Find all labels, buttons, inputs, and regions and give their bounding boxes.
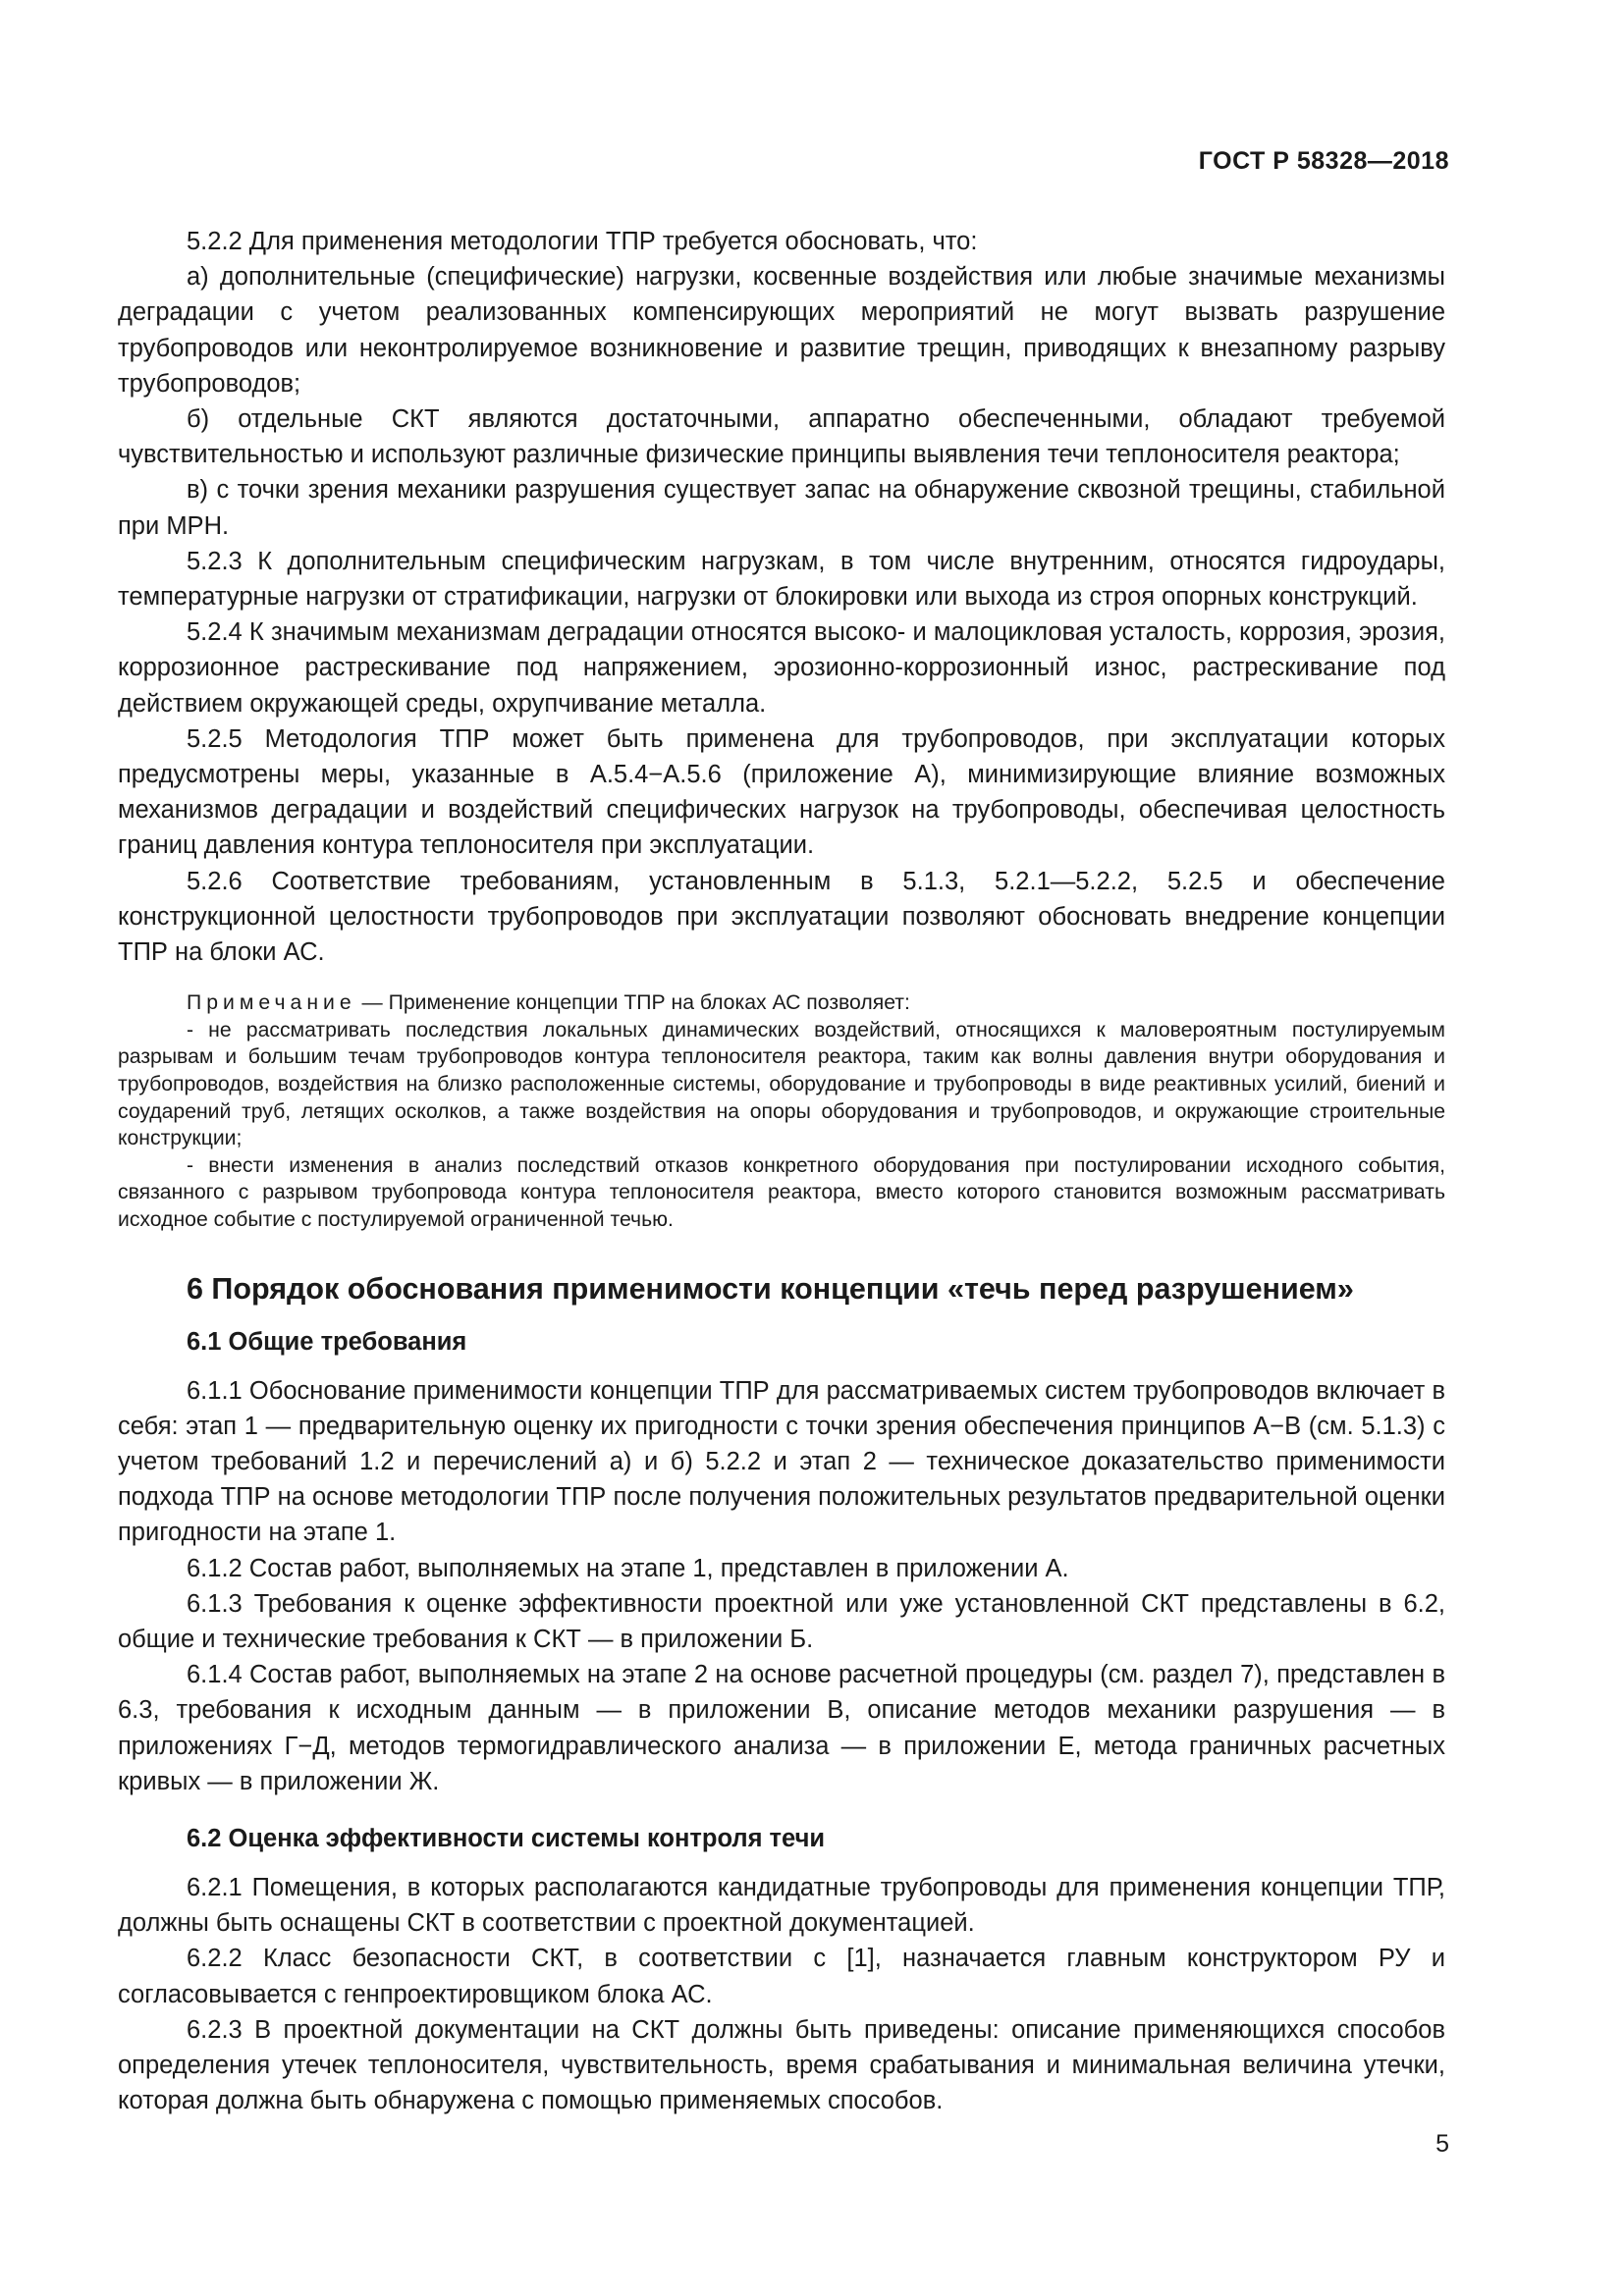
subsection-6-1-title: 6.1 Общие требования (187, 1327, 467, 1356)
note-item: - не рассматривать последствия локальных динамических воздействий, относящихся к маловероятным постулируемым разрывам и большим течам трубопроводов контура теплоносителя реактора, таким как волны давления внутри оборудования и трубопроводов, воздействия на близко расположенные системы, оборудование и трубопроводы в виде реактивных усилий, биений и соударений труб, летящих осколков, а также воздействия на опоры оборудования и трубопроводов, и окружающие строительные конструкции; (118, 1018, 1445, 1150)
note-intro-text: — Применение концепции ТПР на блоках АС позволяет: (355, 991, 910, 1015)
paragraph: б) отдельные СКТ являются достаточными, аппаратно обеспеченными, обладают требуемой чувствительностью и используют различные физические принципы выявления течи теплоносителя реактора; (118, 405, 1445, 469)
section-6-title: 6 Порядок обоснования применимости концепции «течь перед разрушением» (187, 1271, 1354, 1306)
paragraph: 5.2.4 К значимым механизмам деградации относятся высоко- и малоцикловая усталость, коррозия, эрозия, коррозионное растрескивание под напряжением, эрозионно-коррозионный износ, растрескивание под действием окружающей среды, охрупчивание металла. (118, 618, 1445, 718)
paragraph: 6.2.3 В проектной документации на СКТ должны быть приведены: описание применяющихся способов определения утечек теплоносителя, чувствительность, время срабатывания и минимальная величина утечки, которая должна быть обнаружена с помощью применяемых способов. (118, 2015, 1445, 2115)
document-header-code: ГОСТ Р 58328—2018 (1198, 147, 1449, 175)
page-number: 5 (1435, 2130, 1449, 2158)
note-item: - внести изменения в анализ последствий отказов конкретного оборудования при постулировании исходного события, связанного с разрывом трубопровода контура теплоносителя реактора, вместо которого становится возможным рассматривать исходное событие с постулируемой ограниченной течью. (118, 1153, 1445, 1232)
paragraph: 6.1.3 Требования к оценке эффективности проектной или уже установленной СКТ представлены в 6.2, общие и технические требования к СКТ — в приложении Б. (118, 1589, 1445, 1654)
note-label: Примечание (187, 991, 356, 1015)
paragraph: 5.2.3 К дополнительным специфическим нагрузкам, в том числе внутренним, относятся гидроудары, температурные нагрузки от стратификации, нагрузки от блокировки или выхода из строя опорных конструкций. (118, 547, 1445, 612)
paragraph: 6.1.1 Обоснование применимости концепции ТПР для рассматриваемых систем трубопроводов включает в себя: этап 1 — предварительную оценку их пригодности с точки зрения обеспечения принципов А−В (см. 5.1.3) с учетом требований 1.2 и перечислений а) и б) 5.2.2 и этап 2 — техническое доказательство применимости подхода ТПР на основе методологии ТПР после получения положительных результатов предварительной оценки пригодности на этапе 1. (118, 1376, 1445, 1547)
paragraph: а) дополнительные (специфические) нагрузки, косвенные воздействия или любые значимые механизмы деградации с учетом реализованных компенсирующих мероприятий не могут вызвать разрушение трубопроводов или неконтролируемое возникновение и развитие трещин, приводящих к внезапному разрыву трубопроводов; (118, 263, 1445, 398)
paragraph: 6.2.2 Класс безопасности СКТ, в соответствии с [1], назначается главным конструктором РУ и согласовывается с генпроектировщиком блока АС. (118, 1945, 1445, 2008)
paragraph: 5.2.5 Методология ТПР может быть применена для трубопроводов, при эксплуатации которых предусмотрены меры, указанные в А.5.4−А.5.6 (приложение А), минимизирующие влияние возможных механизмов деградации и воздействий специфических нагрузок на трубопроводы, обеспечивая целостность границ давления контура теплоносителя при эксплуатации. (118, 724, 1445, 860)
paragraph: в) с точки зрения механики разрушения существует запас на обнаружение сквозной трещины, стабильной при МРН. (118, 476, 1445, 540)
paragraph: 5.2.6 Соответствие требованиям, установленным в 5.1.3, 5.2.1—5.2.2, 5.2.5 и обеспечение конструкционной целостности трубопроводов при эксплуатации позволяют обосновать внедрение концепции ТПР на блоки АС. (118, 867, 1445, 967)
note-block (118, 989, 1445, 1233)
paragraph: 5.2.2 Для применения методологии ТПР требуется обосновать, что: (187, 228, 978, 255)
subsection-6-2-title: 6.2 Оценка эффективности системы контроля течи (187, 1825, 826, 1853)
note-intro (118, 989, 1445, 1017)
page-content (118, 224, 1445, 2118)
paragraph: 6.2.1 Помещения, в которых располагаются кандидатные трубопроводы для применения концепции ТПР, должны быть оснащены СКТ в соответствии с проектной документацией. (118, 1874, 1445, 1938)
paragraph: 6.1.2 Состав работ, выполняемых на этапе 1, представлен в приложении А. (187, 1554, 1069, 1582)
paragraph: 6.1.4 Состав работ, выполняемых на этапе 2 на основе расчетной процедуры (см. раздел 7), представлен в 6.3, требования к исходным данным — в приложении В, описание методов механики разрушения — в приложениях Г−Д, методов термогидравлического анализа — в приложении Е, метода граничных расчетных кривых — в приложении Ж. (118, 1661, 1445, 1795)
